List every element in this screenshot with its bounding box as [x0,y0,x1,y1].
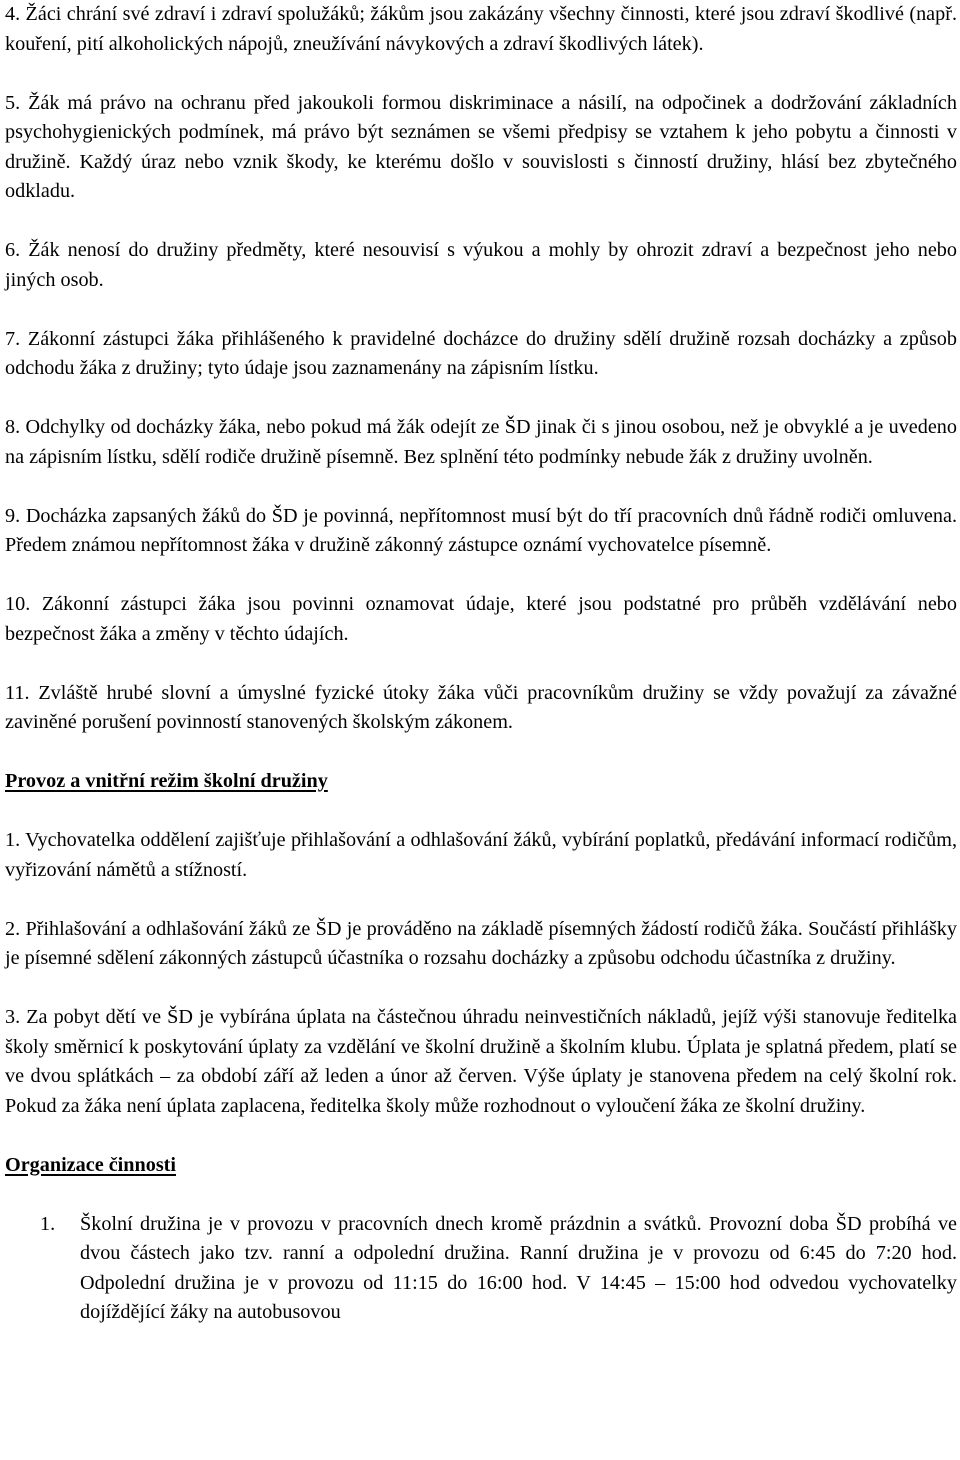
rule-10: 10. Zákonní zástupci žáka jsou povinni oznamovat údaje, které jsou podstatné pro průběh vzdělávání nebo bezpečnost žáka a změny v těchto údajích. [5,593,957,645]
list-item-number: 1. [40,1212,56,1235]
rule-9: 9. Docházka zapsaných žáků do ŠD je povinná, nepřítomnost musí být do tří pracovních dnů řádně rodiči omluvena. Předem známou nepřítomnost žáka v družině zákonný zástupce oznámí vychovatelce písemně. [5,504,957,556]
section-heading-provoz: Provoz a vnitřní režim školní družiny [5,770,328,792]
organizace-list-item [5,1210,957,1328]
rule-11: 11. Zvláště hrubé slovní a úmyslné fyzické útoky žáka vůči pracovníkům družiny se vždy považují za závažné zaviněné porušení povinností stanovených školským zákonem. [5,681,957,733]
provoz-paragraph-3: 3. Za pobyt dětí ve ŠD je vybírána úplata na částečnou úhradu neinvestičních nákladů, jejíž výši stanovuje ředitelka školy směrnicí k poskytování úplaty za vzdělání ve školní družině a školním klubu. Úplata je splatná předem, platí se ve dvou splátkách – za období září až leden a únor až červen. Výše úplaty je stanovena předem na celý školní rok. Pokud za žáka není úplata zaplacena, ředitelka školy může rozhodnout o vyloučení žáka ze školní družiny. [5,1006,957,1117]
section-heading-organizace: Organizace činnosti [5,1153,177,1176]
document-page [5,0,957,1328]
provoz-paragraph-1: 1. Vychovatelka oddělení zajišťuje přihlašování a odhlašování žáků, vybírání poplatků, předávání informací rodičům, vyřizování námětů a stížností. [5,829,957,881]
rule-6: 6. Žák nenosí do družiny předměty, které nesouvisí s výukou a mohly by ohrozit zdraví a bezpečnost jeho nebo jiných osob. [5,239,957,291]
rule-5: 5. Žák má právo na ochranu před jakoukoli formou diskriminace a násilí, na odpočinek a dodržování základních psychohygienických podmínek, má právo být seznámen se všemi předpisy se vztahem k jeho pobytu a činnosti v družině. Každý úraz nebo vznik škody, ke kterému došlo v souvislosti s činností družiny, hlásí bez zbytečného odkladu. [5,91,957,202]
rule-8: 8. Odchylky od docházky žáka, nebo pokud má žák odejít ze ŠD jinak či s jinou osobou, než je obvyklé a je uvedeno na zápisním lístku, sdělí rodiče družině písemně. Bez splnění této podmínky nebude žák z družiny uvolněn. [5,416,957,468]
rule-4: 4. Žáci chrání své zdraví i zdraví spolužáků; žákům jsou zakázány všechny činnosti, které jsou zdraví škodlivé (např. kouření, pití alkoholických nápojů, zneužívání návykových a zdraví škodlivých látek). [5,3,957,55]
provoz-paragraph-2: 2. Přihlašování a odhlašování žáků ze ŠD je prováděno na základě písemných žádostí rodičů žáka. Součástí přihlášky je písemné sdělení zákonných zástupců účastníka o rozsahu docházky a způsobu odchodu účastníka z družiny. [5,917,957,969]
rule-7: 7. Zákonní zástupci žáka přihlášeného k pravidelné docházce do družiny sdělí družině rozsah docházky a způsob odchodu žáka z družiny; tyto údaje jsou zaznamenány na zápisním lístku. [5,327,957,379]
list-item-text: Školní družina je v provozu v pracovních dnech kromě prázdnin a svátků. Provozní doba ŠD probíhá ve dvou částech jako tzv. ranní a odpolední družina. Ranní družina je v provozu od 6:45 do 7:20 hod. Odpolední družina je v provozu od 11:15 do 16:00 hod. V 14:45 – 15:00 hod odvedou vychovatelky dojíždějící žáky na autobusovou [80,1212,957,1323]
